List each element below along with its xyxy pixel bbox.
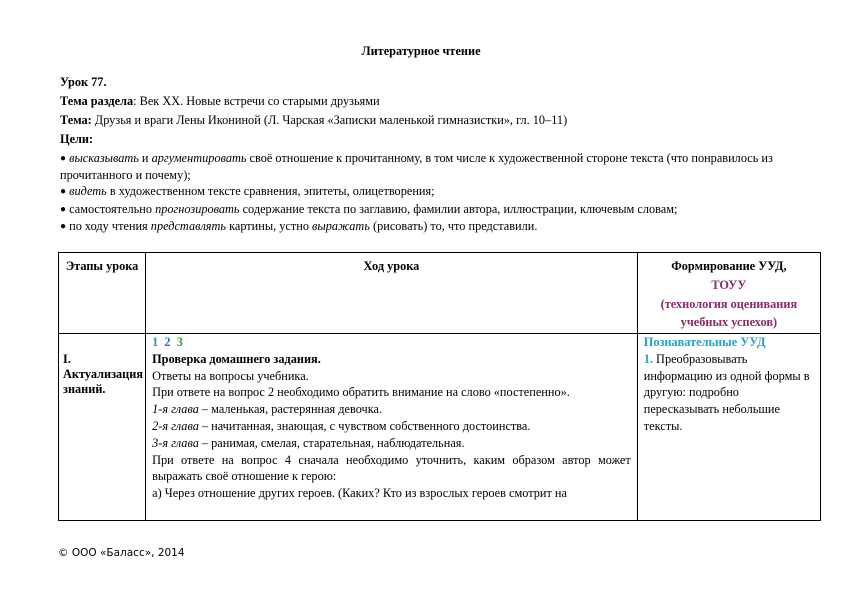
lesson-table <box>58 252 821 521</box>
header-uud-title: Формирование УУД, <box>671 259 787 273</box>
header-stages: Этапы урока <box>59 253 146 334</box>
lesson-number: Урок 77. <box>60 75 107 89</box>
copyright-footer: © ООО «Баласс», 2014 <box>58 547 185 559</box>
homework-heading: Проверка домашнего задания. <box>152 351 321 366</box>
section-label: Тема раздела <box>60 94 134 108</box>
goal-item: ● видеть в художественном тексте сравнения, эпитеты, олицетворения; <box>60 184 435 198</box>
topic-line <box>60 111 795 130</box>
header-tech: (технология оценивания учебных успехов) <box>660 297 798 329</box>
text-line: Ответы на вопросы учебника. <box>152 368 309 383</box>
page-title: Литературное чтение <box>361 44 481 58</box>
text-line: При ответе на вопрос 2 необходимо обратить внимание на слово «постепенно». <box>152 385 570 400</box>
chapter-line: 1-я глава – маленькая, растерянная девочка. <box>152 402 383 417</box>
goal-item: ● по ходу чтения представлять картины, устно выражать (рисовать) то, что представили. <box>60 219 538 233</box>
text-line: а) Через отношение других героев. (Каких? Кто из взрослых героев смотрит на <box>152 486 567 501</box>
topic-value: Друзья и враги Лены Икониной (Л. Чарская «Записки маленькой гимназистки», гл. 10–11) <box>91 113 568 127</box>
progress-cell <box>146 334 638 521</box>
topic-label: Тема: <box>60 113 92 127</box>
activity-numbers: 1 2 3 <box>152 335 183 349</box>
header-progress: Ход урока <box>146 253 638 334</box>
table-header-row <box>59 253 821 334</box>
header-touu: ТОУУ <box>711 278 747 292</box>
uud-cell <box>637 334 820 521</box>
table-row <box>59 334 821 521</box>
uud-heading: Познавательные УУД <box>643 335 766 349</box>
goal-item: ● самостоятельно прогнозировать содержание текста по заглавию, фамилии автора, иллюстрации, ключевым словам; <box>60 201 678 216</box>
stage-cell: I. Актуализация знаний. <box>59 334 146 521</box>
section-line <box>60 92 795 111</box>
lesson-header <box>60 73 795 236</box>
goals-list <box>60 150 795 236</box>
chapter-line: 2-я глава – начитанная, знающая, с чувством собственного достоинства. <box>152 418 531 433</box>
header-uud <box>637 253 820 334</box>
uud-item: 1. Преобразовывать информацию из одной формы в другую: подробно пересказывать небольшие тексты. <box>643 351 810 433</box>
section-value: : Век XX. Новые встречи со старыми друзьями <box>133 94 380 108</box>
goal-item: ● высказывать и аргументировать своё отношение к прочитанному, в том числе к художественной стороне текста (что понравилось из прочитанного и почему); <box>60 151 773 182</box>
text-line: При ответе на вопрос 4 сначала необходимо уточнить, каким образом автор может выражать своё отношение к герою: <box>152 452 631 484</box>
chapter-line: 3-я глава – ранимая, смелая, старательная, наблюдательная. <box>152 435 465 450</box>
goals-label: Цели: <box>60 132 94 146</box>
